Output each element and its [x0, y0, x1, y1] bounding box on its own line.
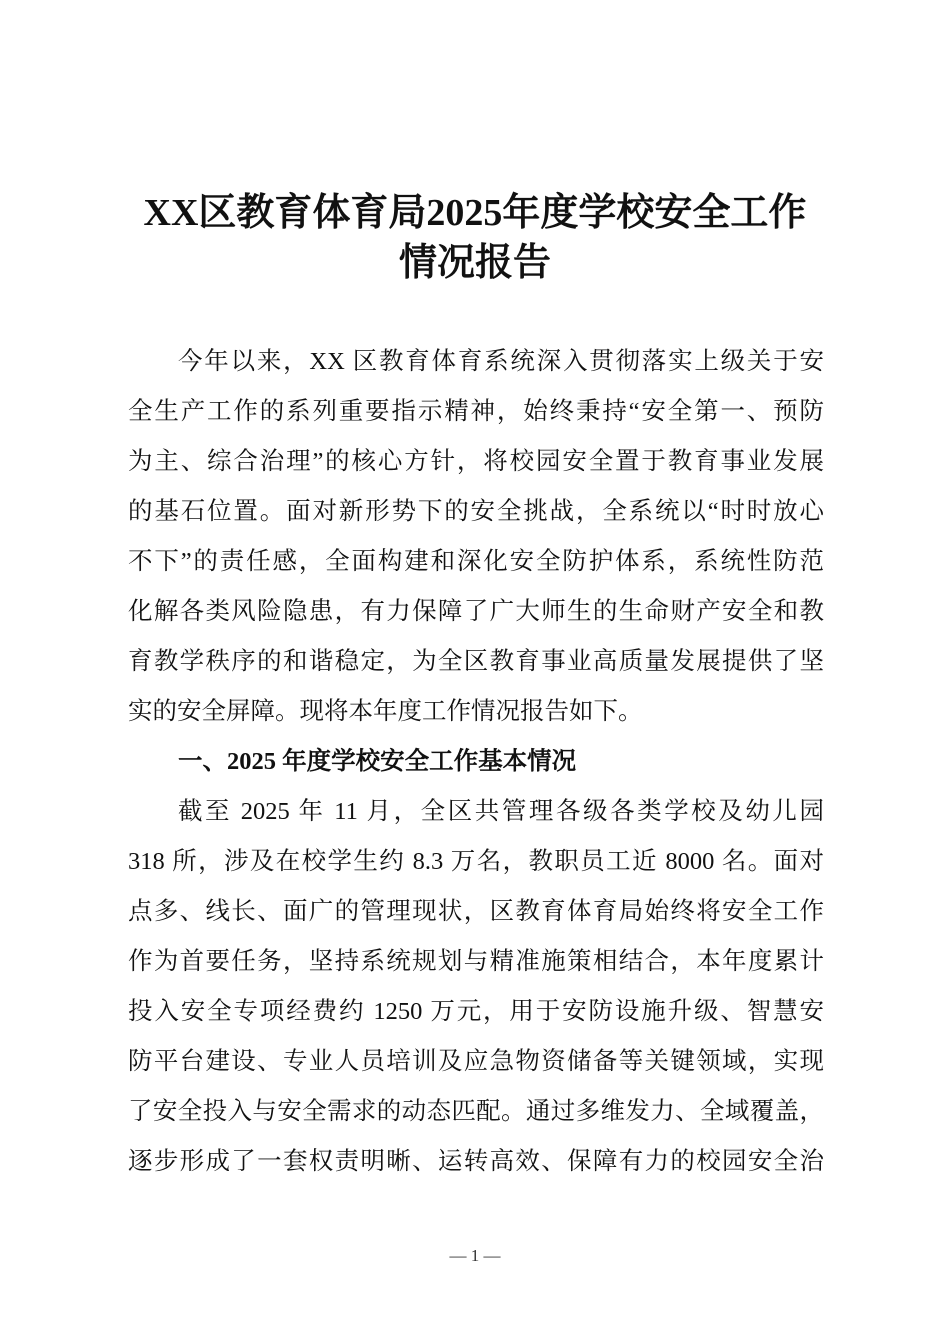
- text-line: 为主、综合治理”的核心方针，将校园安全置于教育事业发展: [128, 448, 824, 475]
- text-line: 育教学秩序的和谐稳定，为全区教育事业高质量发展提供了坚: [128, 648, 824, 675]
- document-title-line-1: XX区教育体育局2025年度学校安全工作: [143, 192, 807, 234]
- text-line: 化解各类风险隐患，有力保障了广大师生的生命财产安全和教: [128, 598, 824, 625]
- text-line: 逐步形成了一套权责明晰、运转高效、保障有力的校园安全治: [128, 1148, 824, 1175]
- paragraph-basic-situation: [128, 787, 824, 1187]
- text-line: 不下”的责任感，全面构建和深化安全防护体系，系统性防范: [128, 548, 824, 575]
- text-line: 截至 2025 年 11 月，全区共管理各级各类学校及幼儿园: [178, 798, 824, 825]
- text-line: 全生产工作的系列重要指示精神，始终秉持“安全第一、预防: [128, 398, 824, 425]
- text-line: 防平台建设、专业人员培训及应急物资储备等关键领域，实现: [128, 1048, 824, 1075]
- text-line: 今年以来，XX 区教育体育系统深入贯彻落实上级关于安: [178, 348, 824, 375]
- document-body: [128, 337, 824, 1187]
- text-line: 了安全投入与安全需求的动态匹配。通过多维发力、全域覆盖，: [128, 1098, 824, 1125]
- text-line: 实的安全屏障。现将本年度工作情况报告如下。: [128, 698, 643, 725]
- text-line: 的基石位置。面对新形势下的安全挑战，全系统以“时时放心: [128, 498, 824, 525]
- text-line: 318 所，涉及在校学生约 8.3 万名，教职员工近 8000 名。面对: [128, 848, 824, 875]
- text-line: 作为首要任务，坚持系统规划与精准施策相结合，本年度累计: [128, 948, 824, 975]
- page-number: — 1 —: [449, 1246, 501, 1265]
- document-title-line-2: 情况报告: [398, 242, 551, 284]
- paragraph-intro: [128, 337, 824, 737]
- section-heading: 一、2025 年度学校安全工作基本情况: [178, 748, 577, 775]
- text-line: 投入安全专项经费约 1250 万元，用于安防设施升级、智慧安: [128, 998, 824, 1025]
- text-line: 点多、线长、面广的管理现状，区教育体育局始终将安全工作: [128, 898, 824, 925]
